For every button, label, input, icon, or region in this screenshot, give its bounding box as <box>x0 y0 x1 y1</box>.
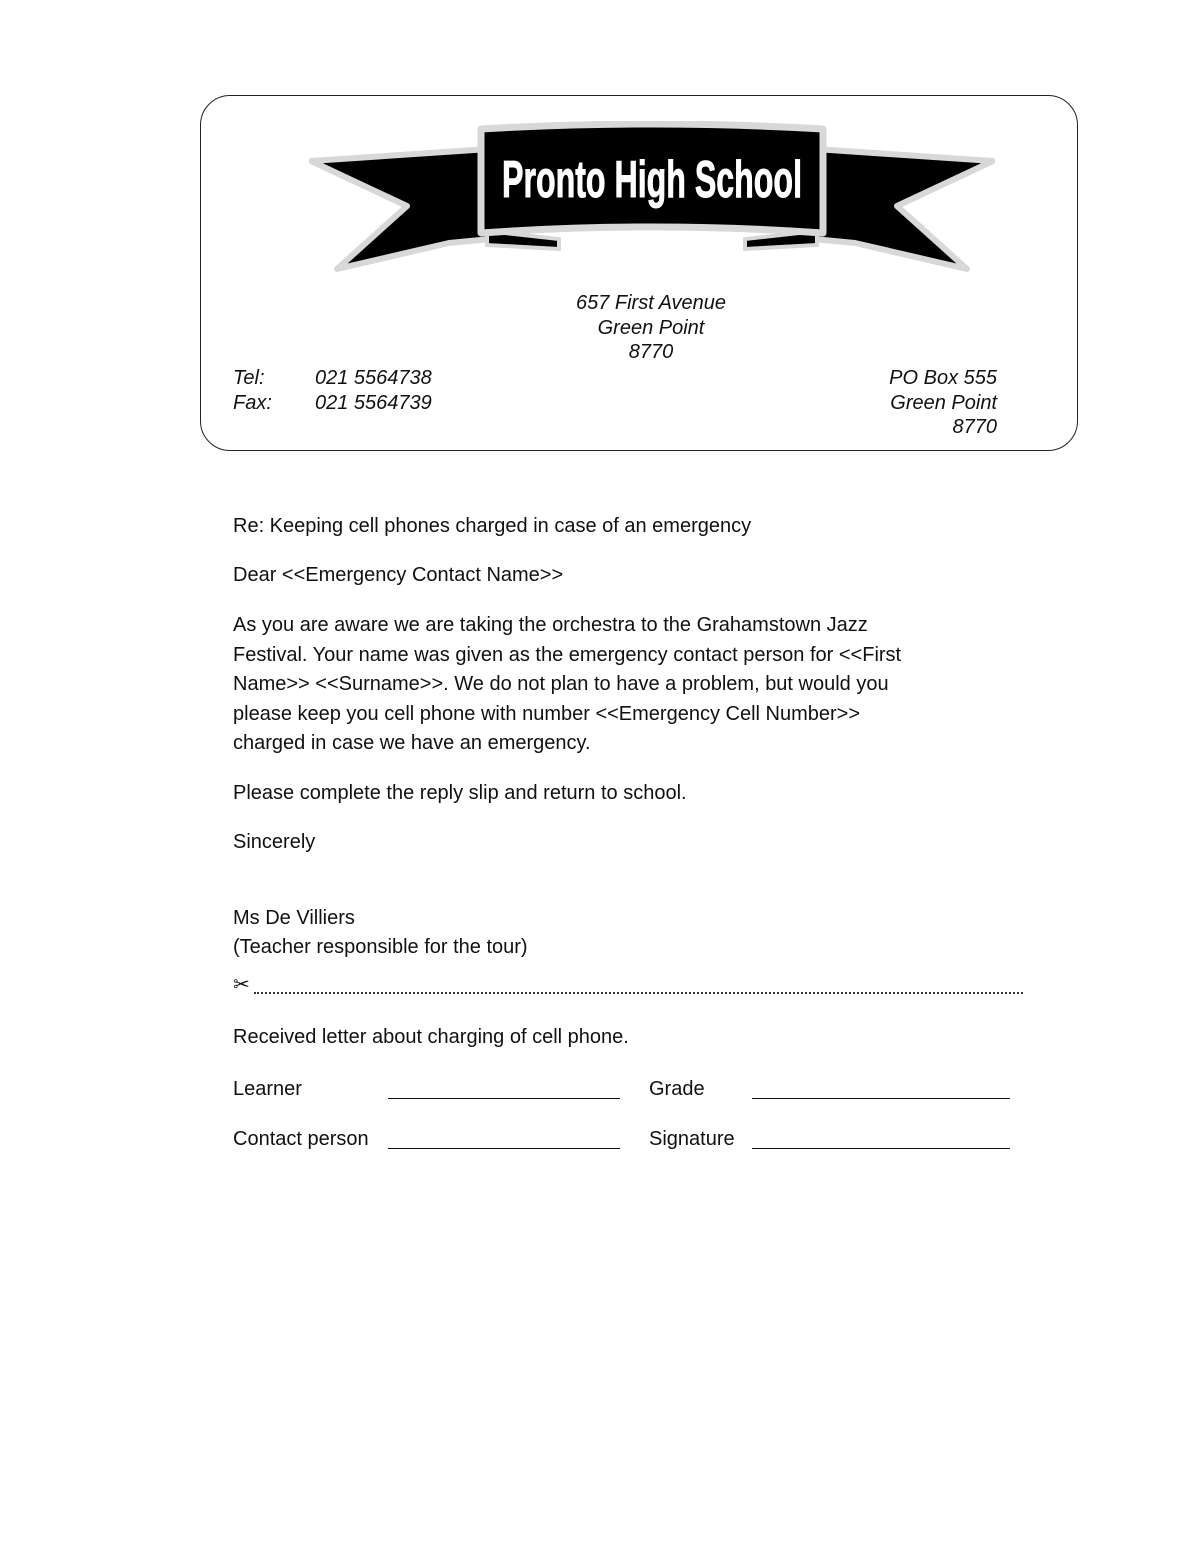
contact-person-label: Contact person <box>233 1128 369 1150</box>
body-line: As you are aware we are taking the orchestra to the Grahamstown Jazz <box>233 614 868 636</box>
body-paragraph <box>233 611 901 759</box>
address-line: 657 First Avenue <box>575 292 727 314</box>
tel-number: 021 5564738 <box>315 367 432 389</box>
contact-person-field[interactable] <box>388 1148 620 1149</box>
postal-line: PO Box 555 <box>889 367 997 389</box>
grade-label: Grade <box>649 1078 705 1100</box>
signature-field[interactable] <box>752 1148 1010 1149</box>
salutation: Dear <<Emergency Contact Name>> <box>233 564 564 586</box>
contact-numbers <box>233 366 432 415</box>
reply-statement: Received letter about charging of cell phone. <box>233 1026 629 1048</box>
body-line: Name>> <<Surname>>. We do not plan to have a problem, but would you <box>233 673 889 695</box>
street-address <box>501 291 801 365</box>
dotted-separator <box>254 976 1023 994</box>
cut-line <box>233 972 1023 998</box>
learner-label: Learner <box>233 1078 302 1100</box>
tel-row <box>233 366 432 391</box>
grade-field[interactable] <box>752 1098 1010 1099</box>
school-banner-logo <box>309 121 995 281</box>
letterhead <box>200 95 1078 451</box>
signatory-role: (Teacher responsible for the tour) <box>233 936 528 958</box>
fax-label: Fax: <box>233 391 272 414</box>
body-line: please keep you cell phone with number <<Emergency Cell Number>> <box>233 702 861 725</box>
closing: Sincerely <box>233 831 316 853</box>
fax-number: 021 5564739 <box>315 391 432 414</box>
school-name: Pronto High School <box>502 151 802 209</box>
body-line: Festival. Your name was given as the emergency contact person for <<First <box>233 643 902 666</box>
signature-label: Signature <box>649 1128 735 1150</box>
postal-line: Green Point <box>890 391 997 414</box>
address-line: Green Point <box>597 316 705 339</box>
address-line: 8770 <box>628 341 674 363</box>
signatory-name: Ms De Villiers <box>233 907 355 929</box>
tel-label: Tel: <box>233 367 265 389</box>
postal-address <box>889 366 997 440</box>
body-line: charged in case we have an emergency. <box>233 732 591 754</box>
request-line: Please complete the reply slip and return to school. <box>233 782 687 804</box>
learner-field[interactable] <box>388 1098 620 1099</box>
scissors-icon: ✂ <box>233 974 250 996</box>
subject-line: Re: Keeping cell phones charged in case of an emergency <box>233 515 752 537</box>
postal-line: 8770 <box>952 416 997 438</box>
fax-row <box>233 391 432 416</box>
